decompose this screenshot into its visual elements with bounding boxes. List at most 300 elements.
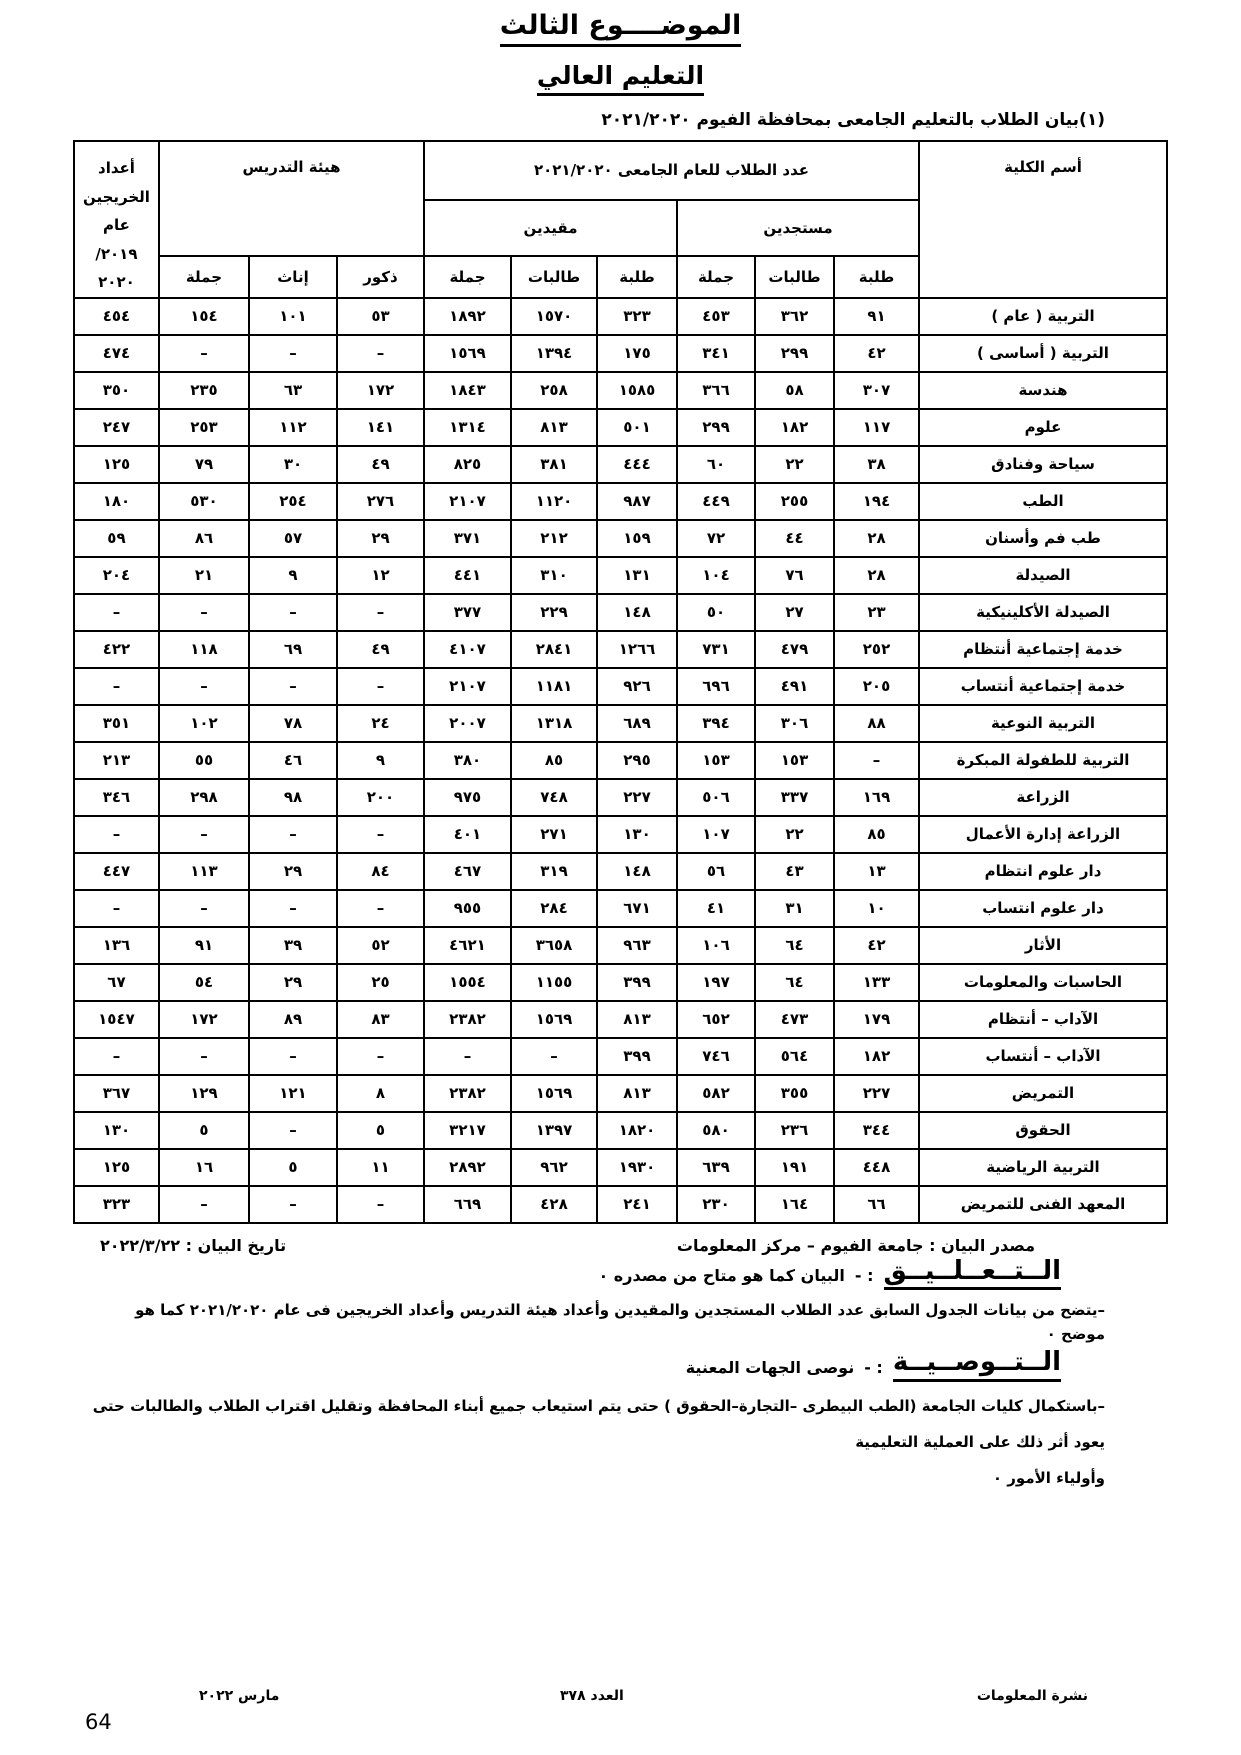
college-name-cell: الزراعة إدارة الأعمال	[919, 816, 1167, 853]
source-row	[0, 1236, 1241, 1255]
value-cell: ٦٨٩	[597, 705, 677, 742]
value-cell: ١٣٦	[74, 927, 159, 964]
value-cell: ٩٨٧	[597, 483, 677, 520]
value-cell: ٧٣١	[677, 631, 755, 668]
table-row	[74, 1001, 1167, 1038]
value-cell: ٢٠٤	[74, 557, 159, 594]
value-cell: ٥٥	[159, 742, 249, 779]
value-cell: ٦٩٦	[677, 668, 755, 705]
college-name-cell: التربية ( أساسى )	[919, 335, 1167, 372]
value-cell: ١٥٦٩	[424, 335, 511, 372]
data-date-text: تاريخ البيان : ٢٠٢٢/٣/٢٢	[100, 1235, 287, 1255]
college-name-cell: المعهد الفنى للتمريض	[919, 1186, 1167, 1223]
college-name-cell: دار علوم انتظام	[919, 853, 1167, 890]
value-cell: ١٥٨٥	[597, 372, 677, 409]
value-cell: ٣٠	[249, 446, 337, 483]
value-cell: ٢٩	[249, 853, 337, 890]
value-cell: ٣٩٩	[597, 964, 677, 1001]
value-cell: ١٤٨	[597, 853, 677, 890]
value-cell: –	[159, 1038, 249, 1075]
college-name-cell: الصيدلة	[919, 557, 1167, 594]
value-cell: –	[337, 1186, 424, 1223]
value-cell: –	[159, 594, 249, 631]
value-cell: ٣٥٥	[755, 1075, 834, 1112]
value-cell: ١٧٥	[597, 335, 677, 372]
value-cell: ٣١	[755, 890, 834, 927]
value-cell: ١٢٥	[74, 1149, 159, 1186]
value-cell: ٢٥٣	[159, 409, 249, 446]
value-cell: ١٥٣	[677, 742, 755, 779]
value-cell: ٢٢	[755, 446, 834, 483]
value-cell: ٥٦٤	[755, 1038, 834, 1075]
value-cell: ٤٦٢١	[424, 927, 511, 964]
college-name-cell: سياحة وفنادق	[919, 446, 1167, 483]
college-name-cell: خدمة إجتماعية أنتظام	[919, 631, 1167, 668]
table-row	[74, 483, 1167, 520]
value-cell: ٤٠١	[424, 816, 511, 853]
value-cell: ٣٩٩	[597, 1038, 677, 1075]
value-cell: ٣٦٦	[677, 372, 755, 409]
value-cell: ٤٧٣	[755, 1001, 834, 1038]
value-cell: ٤٤٧	[74, 853, 159, 890]
value-cell: ٢٨	[834, 557, 919, 594]
table-row	[74, 520, 1167, 557]
value-cell: ٦٠	[677, 446, 755, 483]
table-row	[74, 557, 1167, 594]
value-cell: –	[337, 1038, 424, 1075]
table-row	[74, 705, 1167, 742]
value-cell: ٣٩٤	[677, 705, 755, 742]
value-cell: ٣٧١	[424, 520, 511, 557]
value-cell: ٧٤٦	[677, 1038, 755, 1075]
value-cell: ١٦٩	[834, 779, 919, 816]
value-cell: ٢٩	[337, 520, 424, 557]
value-cell: ١٨٩٢	[424, 298, 511, 335]
value-cell: –	[424, 1038, 511, 1075]
college-name-cell: علوم	[919, 409, 1167, 446]
value-cell: –	[249, 335, 337, 372]
value-cell: ١٠٧	[677, 816, 755, 853]
value-cell: –	[159, 890, 249, 927]
recommendation-row	[0, 1348, 1241, 1382]
value-cell: –	[74, 816, 159, 853]
value-cell: ٦٥٢	[677, 1001, 755, 1038]
table-row	[74, 446, 1167, 483]
value-cell: ٤٢	[834, 335, 919, 372]
value-cell: ٨٥	[511, 742, 597, 779]
value-cell: ١٣١٨	[511, 705, 597, 742]
value-cell: ٣٢٣	[74, 1186, 159, 1223]
table-row	[74, 594, 1167, 631]
value-cell: ١٨٠	[74, 483, 159, 520]
page-subtitle	[0, 61, 1241, 96]
value-cell: ٦٤	[755, 927, 834, 964]
value-cell: ٦٧١	[597, 890, 677, 927]
value-cell: ٧٨	[249, 705, 337, 742]
value-cell: ٢٨٩٢	[424, 1149, 511, 1186]
recommendation-separator: : -	[864, 1358, 883, 1378]
data-source-text: مصدر البيان : جامعة الفيوم – مركز المعلومات	[676, 1235, 1035, 1255]
value-cell: ٥٨٠	[677, 1112, 755, 1149]
comment-row	[0, 1257, 1241, 1291]
value-cell: ١١	[337, 1149, 424, 1186]
value-cell: –	[249, 890, 337, 927]
recommendation-title: الــتــوصــيــة	[893, 1348, 1061, 1382]
value-cell: ١١٢٠	[511, 483, 597, 520]
value-cell: ٣٣٧	[755, 779, 834, 816]
value-cell: ٤١	[677, 890, 755, 927]
value-cell: –	[834, 742, 919, 779]
value-cell: ٣٢١٧	[424, 1112, 511, 1149]
value-cell: ٥٣٠	[159, 483, 249, 520]
table-body	[74, 298, 1167, 1223]
header-graduates-line: الخريجين	[82, 187, 150, 206]
value-cell: ٢٣٨٢	[424, 1001, 511, 1038]
value-cell: ١٢١	[249, 1075, 337, 1112]
value-cell: ٤٩١	[755, 668, 834, 705]
value-cell: ١١٥٥	[511, 964, 597, 1001]
value-cell: ٨	[337, 1075, 424, 1112]
value-cell: –	[249, 1112, 337, 1149]
value-cell: ١٣٠	[597, 816, 677, 853]
value-cell: ١٩٧	[677, 964, 755, 1001]
college-name-cell: الصيدلة الأكلينيكية	[919, 594, 1167, 631]
header-graduates-line: ٢٠٢٠	[98, 273, 135, 291]
value-cell: ١٠١	[249, 298, 337, 335]
value-cell: ٢٨٤١	[511, 631, 597, 668]
value-cell: ٢٩٥	[597, 742, 677, 779]
page-number: 64	[85, 1710, 112, 1734]
value-cell: ٣٠٦	[755, 705, 834, 742]
page-title	[0, 0, 1241, 47]
value-cell: ١٥٥٤	[424, 964, 511, 1001]
value-cell: ٢٢٧	[597, 779, 677, 816]
value-cell: ٣٨١	[511, 446, 597, 483]
header-graduates-line: ٢٠١٩/	[95, 244, 138, 263]
value-cell: ٥٣	[337, 298, 424, 335]
recommendation-detail	[0, 1388, 1241, 1496]
value-cell: ٢٥٤	[249, 483, 337, 520]
table-row	[74, 298, 1167, 335]
value-cell: ٢٩	[249, 964, 337, 1001]
value-cell: ١١٣	[159, 853, 249, 890]
value-cell: ١٥٦٩	[511, 1075, 597, 1112]
header-graduates-line: أعداد	[98, 159, 135, 177]
table-row	[74, 1112, 1167, 1149]
value-cell: ٣٨	[834, 446, 919, 483]
value-cell: ٤٢	[834, 927, 919, 964]
value-cell: ٥٦	[677, 853, 755, 890]
value-cell: ٢١٢	[511, 520, 597, 557]
header-enrolled-total: جملة	[424, 256, 511, 297]
value-cell: ١٢٩	[159, 1075, 249, 1112]
value-cell: ١٣١	[597, 557, 677, 594]
value-cell: ٢٧٦	[337, 483, 424, 520]
value-cell: ٢٩٩	[677, 409, 755, 446]
value-cell: ٢٣	[834, 594, 919, 631]
value-cell: ١٥٤	[159, 298, 249, 335]
value-cell: ٤٥٣	[677, 298, 755, 335]
value-cell: ٣١٩	[511, 853, 597, 890]
value-cell: ٥٤	[159, 964, 249, 1001]
table-row	[74, 964, 1167, 1001]
value-cell: ١٥٤٧	[74, 1001, 159, 1038]
value-cell: ٥٠	[677, 594, 755, 631]
value-cell: ٥٩	[74, 520, 159, 557]
comment-title: الــتــعــلــيــق	[884, 1257, 1062, 1291]
value-cell: ٨٣	[337, 1001, 424, 1038]
value-cell: ٧٢	[677, 520, 755, 557]
value-cell: ٢٣٠	[677, 1186, 755, 1223]
header-graduates	[74, 141, 159, 298]
value-cell: ١٧٢	[159, 1001, 249, 1038]
value-cell: ٨٩	[249, 1001, 337, 1038]
page-title-text: الموضــــوع الثالث	[500, 10, 741, 47]
value-cell: ١٩٤	[834, 483, 919, 520]
value-cell: ٤٥٤	[74, 298, 159, 335]
value-cell: ٩٢٦	[597, 668, 677, 705]
value-cell: ٣١٠	[511, 557, 597, 594]
bottom-bar	[0, 1688, 1241, 1710]
value-cell: ٥٨٢	[677, 1075, 755, 1112]
table-row	[74, 631, 1167, 668]
value-cell: ٢٢٧	[834, 1075, 919, 1112]
value-cell: –	[337, 890, 424, 927]
value-cell: ٢٧١	[511, 816, 597, 853]
value-cell: ٢٥٨	[511, 372, 597, 409]
value-cell: ١٢٥	[74, 446, 159, 483]
value-cell: ٥٠١	[597, 409, 677, 446]
value-cell: ٦٣	[249, 372, 337, 409]
value-cell: ٢٢٩	[511, 594, 597, 631]
value-cell: ٩٧٥	[424, 779, 511, 816]
value-cell: ٢٣٥	[159, 372, 249, 409]
issue-number: العدد ٣٧٨	[560, 1688, 624, 1704]
header-new-total: جملة	[677, 256, 755, 297]
college-name-cell: الزراعة	[919, 779, 1167, 816]
value-cell: –	[249, 594, 337, 631]
college-name-cell: الآداب – أنتظام	[919, 1001, 1167, 1038]
value-cell: ٨١٣	[511, 409, 597, 446]
value-cell: ٤٦	[249, 742, 337, 779]
value-cell: ١٣٩٤	[511, 335, 597, 372]
value-cell: ١٨٢	[755, 409, 834, 446]
value-cell: ٩٥٥	[424, 890, 511, 927]
value-cell: ٢٠٠٧	[424, 705, 511, 742]
college-name-cell: خدمة إجتماعية أنتساب	[919, 668, 1167, 705]
value-cell: ١٨٢	[834, 1038, 919, 1075]
value-cell: ٢٠٠	[337, 779, 424, 816]
college-name-cell: الحاسبات والمعلومات	[919, 964, 1167, 1001]
recommendation-text: نوصى الجهات المعنية	[685, 1358, 855, 1378]
value-cell: ٦٧	[74, 964, 159, 1001]
college-name-cell: دار علوم انتساب	[919, 890, 1167, 927]
value-cell: ٦٦٩	[424, 1186, 511, 1223]
value-cell: ٤٢٨	[511, 1186, 597, 1223]
value-cell: ٤٢٢	[74, 631, 159, 668]
value-cell: ٣٧٧	[424, 594, 511, 631]
value-cell: ٧٦	[755, 557, 834, 594]
table-row	[74, 816, 1167, 853]
value-cell: ٢٩٩	[755, 335, 834, 372]
value-cell: ١٧٩	[834, 1001, 919, 1038]
value-cell: –	[74, 1038, 159, 1075]
value-cell: ٢٢	[755, 816, 834, 853]
table-row	[74, 668, 1167, 705]
table-row	[74, 335, 1167, 372]
value-cell: ٦٦	[834, 1186, 919, 1223]
value-cell: ٢١٣	[74, 742, 159, 779]
value-cell: ٩٨	[249, 779, 337, 816]
value-cell: ٢٧	[755, 594, 834, 631]
value-cell: ٢٣٨٢	[424, 1075, 511, 1112]
value-cell: ٣٦٥٨	[511, 927, 597, 964]
value-cell: ١٥٦٩	[511, 1001, 597, 1038]
value-cell: ٤٩	[337, 446, 424, 483]
value-cell: ٩٦٢	[511, 1149, 597, 1186]
value-cell: ٩١	[834, 298, 919, 335]
value-cell: ٧٤٨	[511, 779, 597, 816]
value-cell: ٥٧	[249, 520, 337, 557]
value-cell: ٥	[249, 1149, 337, 1186]
value-cell: ٣٠٧	[834, 372, 919, 409]
value-cell: ٤٩	[337, 631, 424, 668]
header-enrolled: مقيدين	[424, 200, 677, 257]
value-cell: ١٥٧٠	[511, 298, 597, 335]
value-cell: ٤٧٩	[755, 631, 834, 668]
value-cell: ١٢	[337, 557, 424, 594]
value-cell: –	[511, 1038, 597, 1075]
value-cell: –	[159, 1186, 249, 1223]
table-row	[74, 927, 1167, 964]
comment-separator: : -	[854, 1266, 874, 1286]
value-cell: ٤٤	[755, 520, 834, 557]
value-cell: ٦٣٩	[677, 1149, 755, 1186]
value-cell: ٣٨٠	[424, 742, 511, 779]
value-cell: ٢٥	[337, 964, 424, 1001]
value-cell: ٧٩	[159, 446, 249, 483]
value-cell: ١٣٩٧	[511, 1112, 597, 1149]
value-cell: ٢٣٦	[755, 1112, 834, 1149]
value-cell: –	[337, 335, 424, 372]
value-cell: –	[74, 890, 159, 927]
value-cell: ٢٤	[337, 705, 424, 742]
value-cell: ٦٩	[249, 631, 337, 668]
value-cell: ١١٨	[159, 631, 249, 668]
value-cell: –	[249, 816, 337, 853]
value-cell: ٣٥٠	[74, 372, 159, 409]
value-cell: ١٥٣	[755, 742, 834, 779]
value-cell: ١٨٢٠	[597, 1112, 677, 1149]
value-cell: ٤٤٤	[597, 446, 677, 483]
value-cell: ٤١٠٧	[424, 631, 511, 668]
college-name-cell: التربية الرياضية	[919, 1149, 1167, 1186]
table-row	[74, 1186, 1167, 1223]
table-row	[74, 1075, 1167, 1112]
recommendation-detail-line1: –باستكمال كليات الجامعة (الطب البيطرى –التجارة–الحقوق ) حتى يتم استيعاب جميع أبناء المحافظة وتقليل اقتراب الطلاب والطالبات حتى يعود أثر ذلك على العملية التعليمية	[92, 1397, 1105, 1452]
header-new-male: طلبة	[834, 256, 919, 297]
header-new-female: طالبات	[755, 256, 834, 297]
table-row	[74, 1149, 1167, 1186]
value-cell: ٢٤١	[597, 1186, 677, 1223]
value-cell: ٥	[159, 1112, 249, 1149]
value-cell: ٨٤	[337, 853, 424, 890]
value-cell: ٤٧٤	[74, 335, 159, 372]
value-cell: ٥٠٦	[677, 779, 755, 816]
college-name-cell: التربية ( عام )	[919, 298, 1167, 335]
table-caption: (١)بيان الطلاب بالتعليم الجامعى بمحافظة الفيوم ٢٠٢١/٢٠٢٠	[601, 110, 1105, 130]
value-cell: ١٨٤٣	[424, 372, 511, 409]
value-cell: ١١٢	[249, 409, 337, 446]
value-cell: ٢٨٤	[511, 890, 597, 927]
value-cell: ٣٥١	[74, 705, 159, 742]
value-cell: ١٤١	[337, 409, 424, 446]
table-row	[74, 1038, 1167, 1075]
value-cell: ٦٤	[755, 964, 834, 1001]
issue-month: مارس ٢٠٢٢	[199, 1688, 280, 1704]
table-row	[74, 779, 1167, 816]
table-row	[74, 742, 1167, 779]
college-name-cell: هندسة	[919, 372, 1167, 409]
value-cell: ٥٨	[755, 372, 834, 409]
value-cell: ٤٣	[755, 853, 834, 890]
value-cell: ٢٠٥	[834, 668, 919, 705]
value-cell: –	[159, 335, 249, 372]
header-enrolled-male: طلبة	[597, 256, 677, 297]
value-cell: –	[249, 1186, 337, 1223]
value-cell: ١٦٤	[755, 1186, 834, 1223]
value-cell: ٣٦٧	[74, 1075, 159, 1112]
page-subtitle-text: التعليم العالي	[537, 61, 704, 96]
value-cell: ٤٤٩	[677, 483, 755, 520]
header-graduates-line: عام	[103, 216, 130, 234]
value-cell: ٩	[249, 557, 337, 594]
value-cell: ١٢٦٦	[597, 631, 677, 668]
value-cell: ١٩٣٠	[597, 1149, 677, 1186]
value-cell: ١٣	[834, 853, 919, 890]
value-cell: ٨١٣	[597, 1075, 677, 1112]
value-cell: ١٠٢	[159, 705, 249, 742]
value-cell: ٢٤٧	[74, 409, 159, 446]
value-cell: ٥	[337, 1112, 424, 1149]
value-cell: ٣٩	[249, 927, 337, 964]
value-cell: ٢١٠٧	[424, 483, 511, 520]
students-table	[73, 140, 1168, 1224]
value-cell: –	[249, 668, 337, 705]
header-faculty-female: إناث	[249, 256, 337, 297]
header-faculty-group: هيئة التدريس	[159, 141, 424, 256]
value-cell: ١٩١	[755, 1149, 834, 1186]
value-cell: ٤٤١	[424, 557, 511, 594]
bulletin-name: نشرة المعلومات	[976, 1688, 1088, 1704]
value-cell: ٩	[337, 742, 424, 779]
college-name-cell: الطب	[919, 483, 1167, 520]
header-enrolled-female: طالبات	[511, 256, 597, 297]
value-cell: ١٧٢	[337, 372, 424, 409]
value-cell: ١٠٤	[677, 557, 755, 594]
college-name-cell: التربية للطفولة المبكرة	[919, 742, 1167, 779]
value-cell: ١٣٣	[834, 964, 919, 1001]
value-cell: ٣٤٤	[834, 1112, 919, 1149]
value-cell: ٢٥٥	[755, 483, 834, 520]
value-cell: ١١٨١	[511, 668, 597, 705]
college-name-cell: الحقوق	[919, 1112, 1167, 1149]
value-cell: ١٣١٤	[424, 409, 511, 446]
value-cell: ٢٨	[834, 520, 919, 557]
value-cell: ٢١	[159, 557, 249, 594]
header-students-year: عدد الطلاب للعام الجامعى ٢٠٢١/٢٠٢٠	[424, 141, 919, 200]
value-cell: ٤٦٧	[424, 853, 511, 890]
